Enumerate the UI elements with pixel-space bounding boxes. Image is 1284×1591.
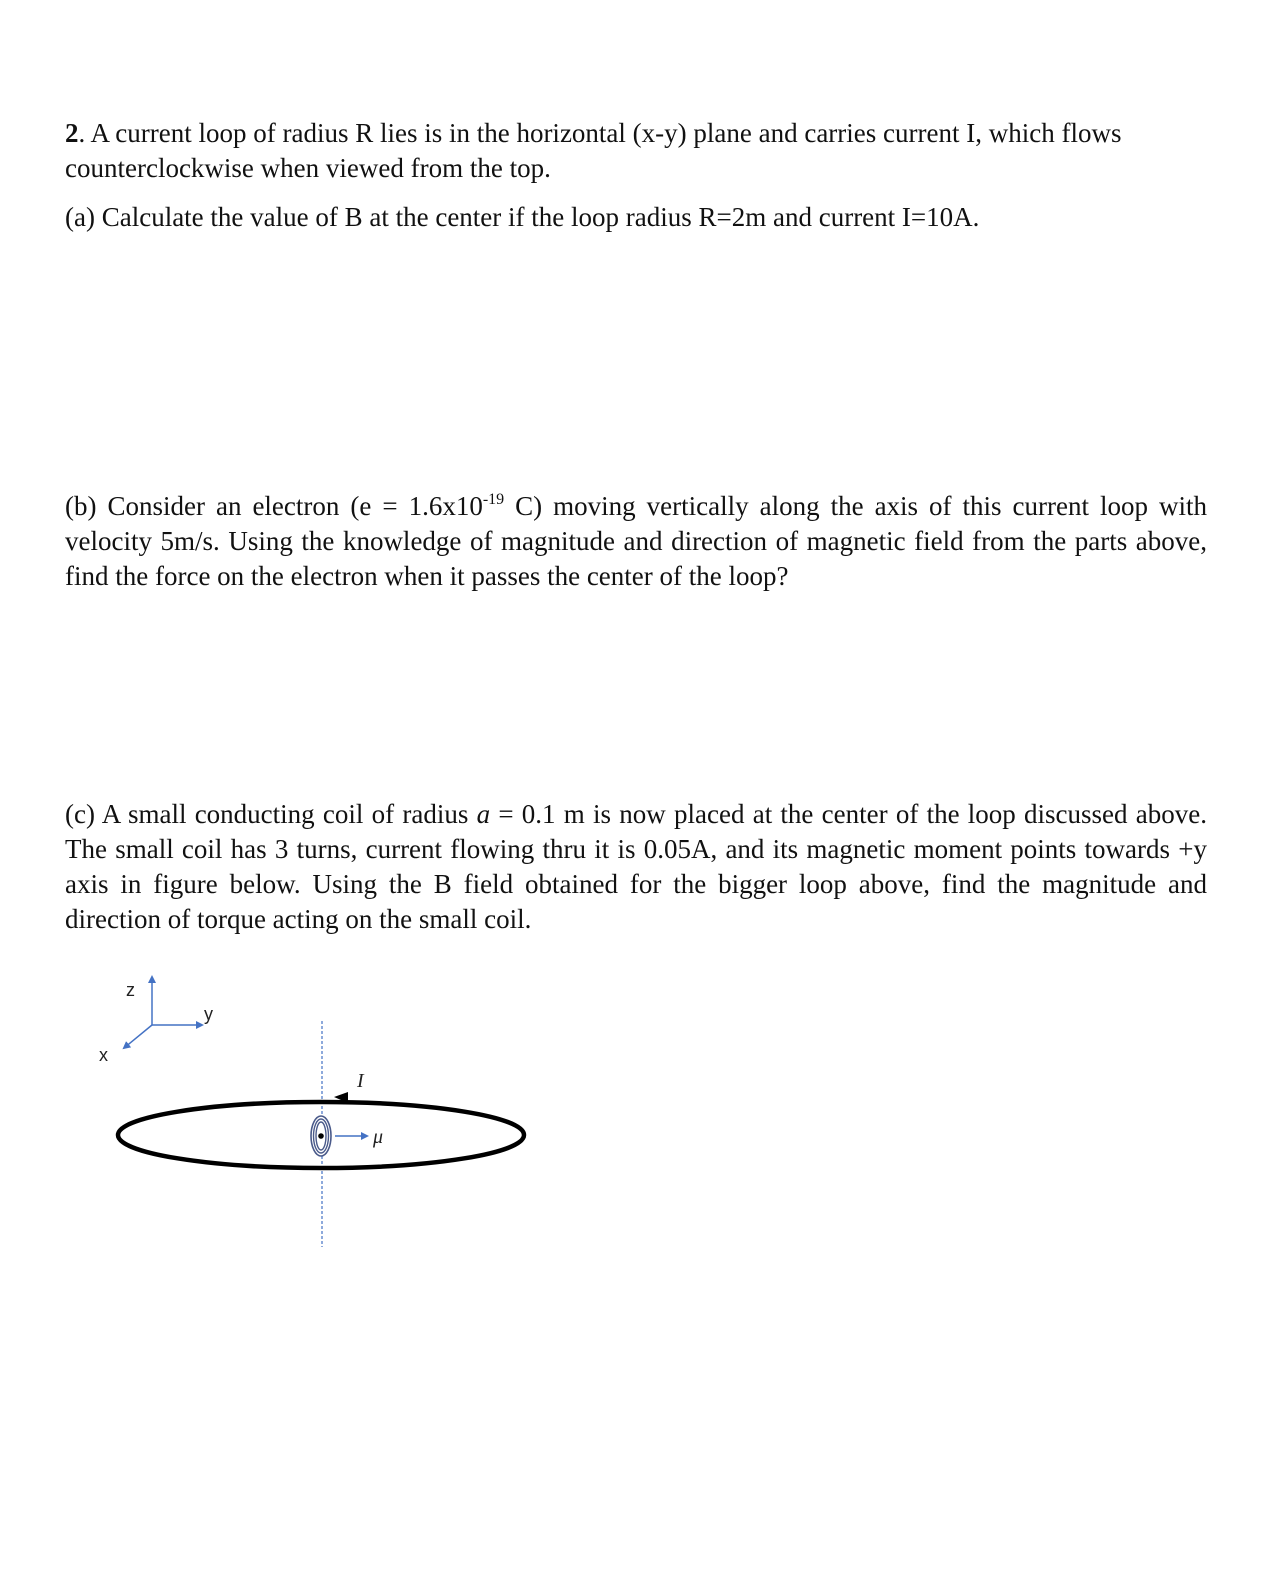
x-axis-arrow xyxy=(124,1025,152,1048)
magnetic-moment-label: μ xyxy=(373,1126,384,1148)
part-b-exponent: -19 xyxy=(482,491,505,508)
part-c-text-start: (c) A small conducting coil of radius xyxy=(65,799,477,829)
z-axis-label: z xyxy=(126,980,135,1000)
coordinate-axes xyxy=(99,977,213,1065)
problem-statement xyxy=(65,116,1207,186)
part-b-text-end: C) moving vertically along the axis of this current loop with velocity 5m/s. Using the knowledge of magnitude and direction of magnetic field from the parts above, find the force on the electron when it passes the center of the loop? xyxy=(65,491,1208,591)
problem-number: 2 xyxy=(65,118,79,148)
y-axis-label: y xyxy=(204,1004,213,1024)
x-axis-label: x xyxy=(99,1045,108,1065)
part-b-question xyxy=(65,489,1207,594)
part-c-question xyxy=(65,797,1207,937)
small-coil xyxy=(311,1116,331,1156)
problem-intro-text: . A current loop of radius R lies is in the horizontal (x-y) plane and carries current I, which flows counterclockwise when viewed from the top. xyxy=(65,118,1122,183)
loop-diagram xyxy=(90,965,550,1255)
part-c-text-end: = 0.1 m is now placed at the center of the loop discussed above. The small coil has 3 turns, current flowing thru it is 0.05A, and its magnetic moment points towards +y axis in figure below. Using the B field obtained for the bigger loop above, find the magnitude and direction of torque acting on the small coil. xyxy=(65,799,1207,934)
current-label: I xyxy=(357,1070,364,1092)
part-c-radius-variable: a xyxy=(476,799,491,829)
part-a-question: (a) Calculate the value of B at the center if the loop radius R=2m and current I=10A. xyxy=(65,202,980,232)
part-b-text-start: (b) Consider an electron (e = 1.6x10 xyxy=(65,491,483,521)
